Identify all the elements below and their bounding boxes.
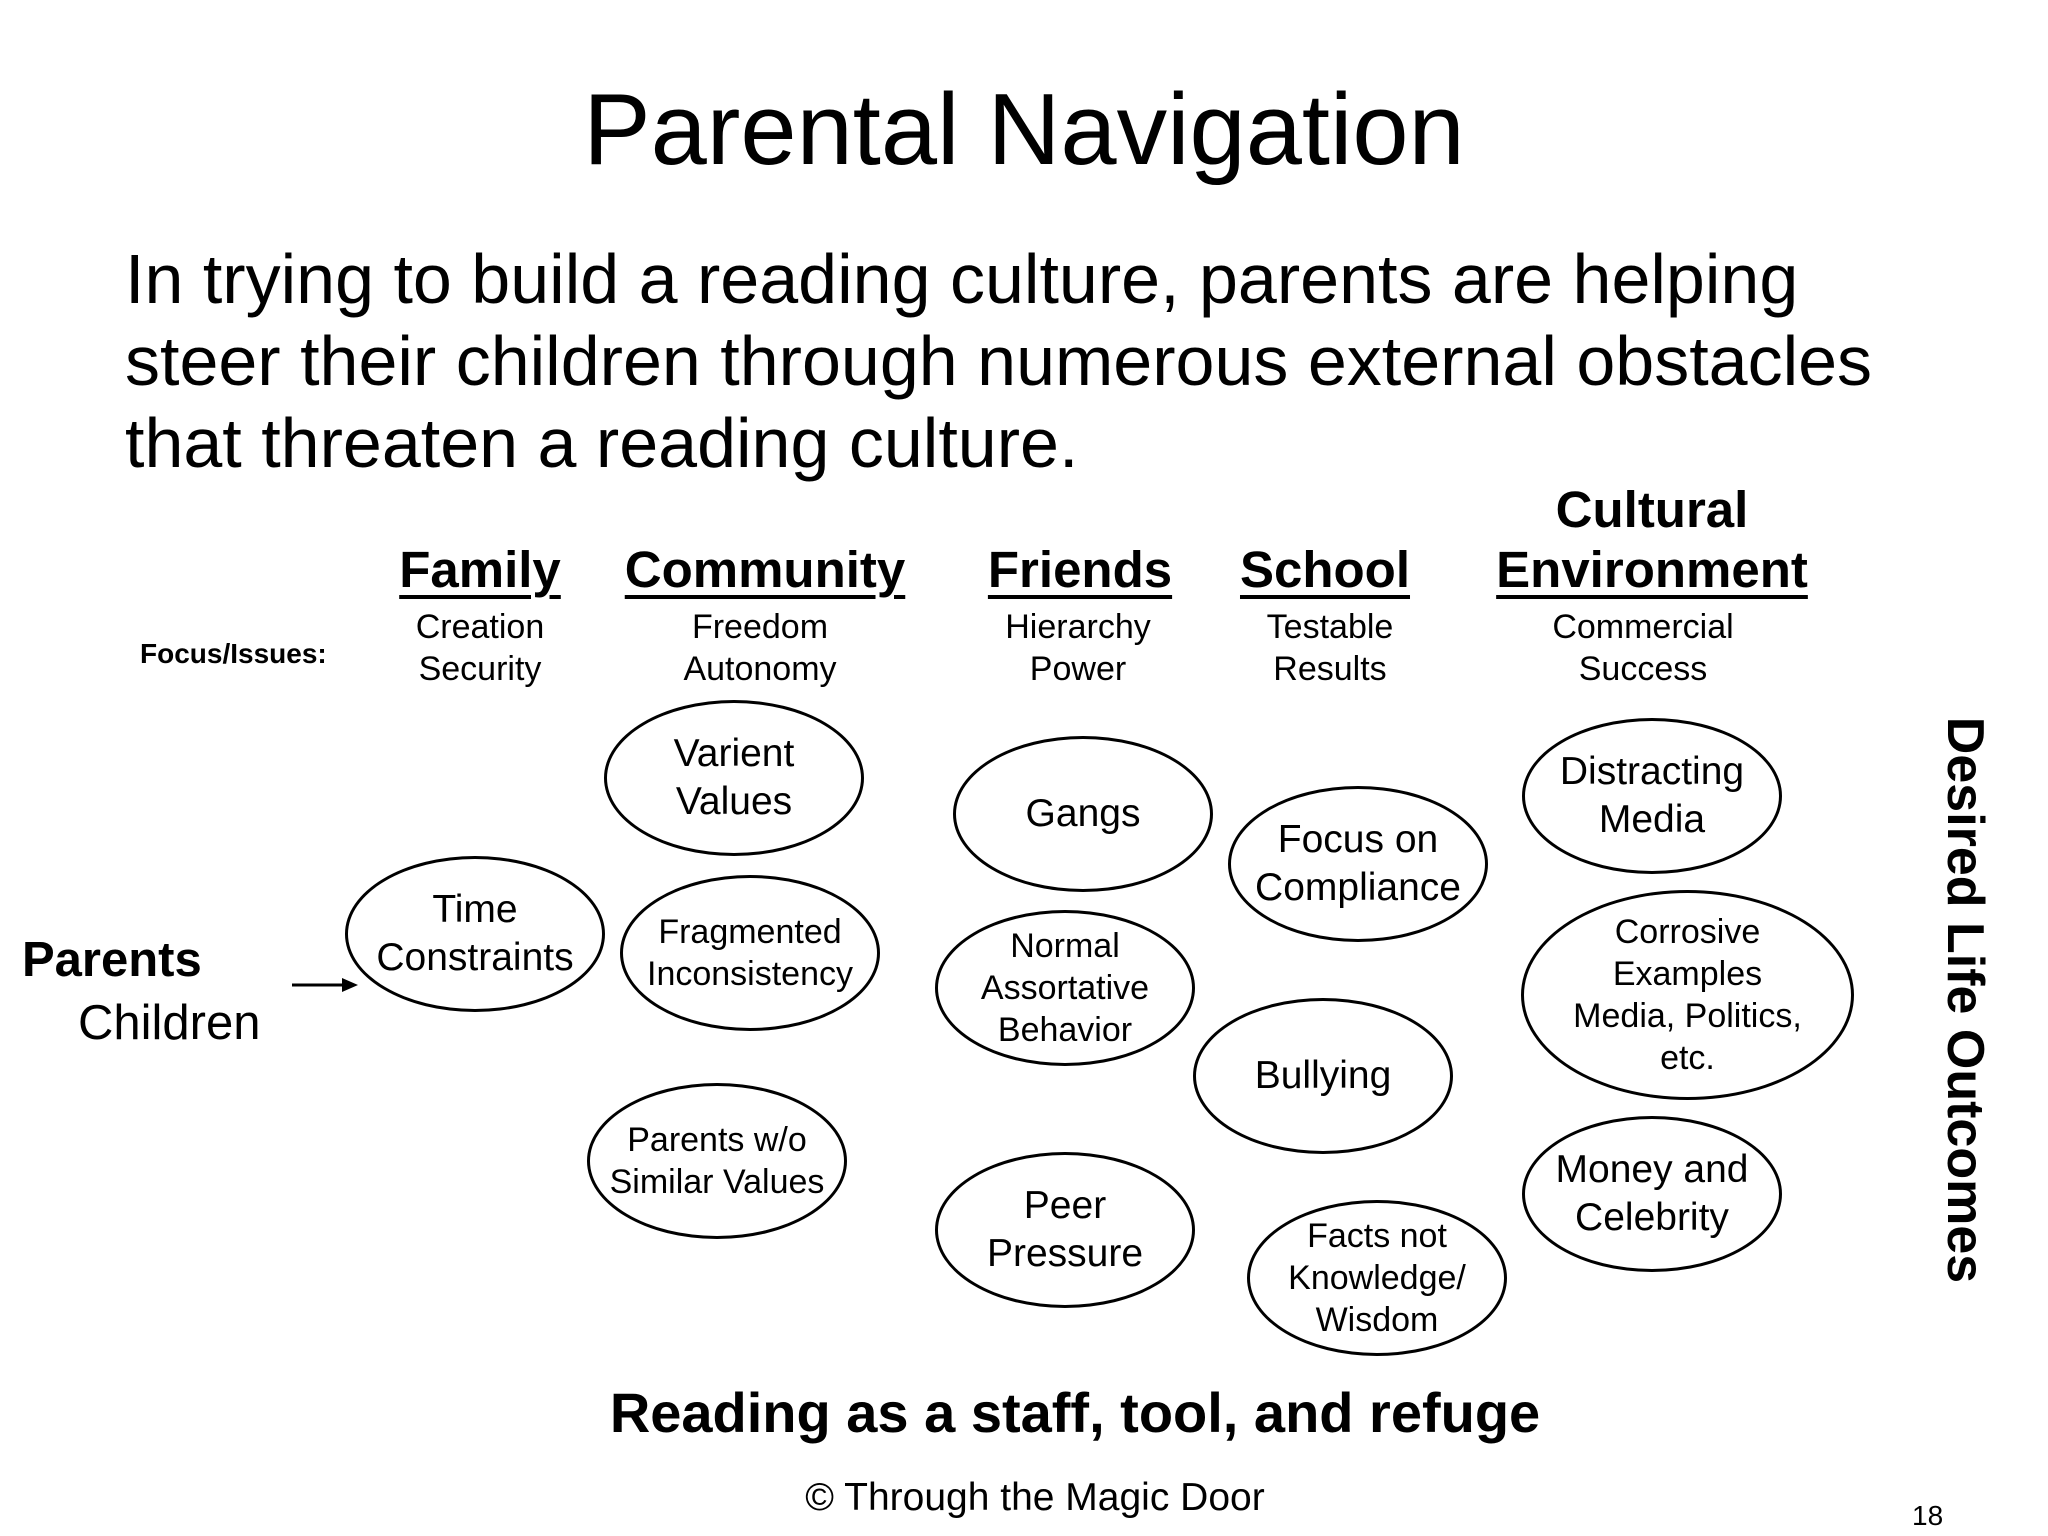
focus-school-2: Results <box>1273 650 1387 688</box>
intro-text: In trying to build a reading culture, parents are helping steer their children through numerous external obstacles that threaten a reading culture. <box>125 240 1873 482</box>
children-label: Children <box>78 996 261 1050</box>
focus-family-2: Security <box>418 650 542 688</box>
obstacle-facts-not-knowledge: Facts not Knowledge/ Wisdom <box>1247 1200 1507 1356</box>
obstacle-parents-without-similar-values: Parents w/o Similar Values <box>587 1083 847 1239</box>
obstacle-gangs: Gangs <box>953 736 1213 892</box>
slide-title: Parental Navigation <box>583 74 1465 186</box>
focus-community-1: Freedom <box>691 608 829 646</box>
page-number: 18 <box>1912 1500 1944 1531</box>
header-school: School <box>1239 541 1411 598</box>
parents-label: Parents <box>22 933 202 987</box>
obstacle-varient-values: Varient Values <box>604 700 864 856</box>
obstacle-fragmented-inconsistency: Fragmented Inconsistency <box>620 875 880 1031</box>
focus-family <box>416 606 545 690</box>
focus-friends <box>1005 606 1150 690</box>
desired-life-outcomes-label: Desired Life Outcomes <box>1936 716 1994 1284</box>
obstacle-peer-pressure: Peer Pressure <box>935 1152 1195 1308</box>
focus-community-2: Autonomy <box>683 650 837 688</box>
obstacle-time-constraints: Time Constraints <box>345 856 605 1012</box>
obstacle-money-and-celebrity: Money and Celebrity <box>1522 1116 1782 1272</box>
header-cultural: Cultural <box>1555 481 1749 538</box>
obstacle-distracting-media: Distracting Media <box>1522 718 1782 874</box>
focus-friends-2: Power <box>1029 650 1127 688</box>
diagram-caption: Reading as a staff, tool, and refuge <box>609 1381 1541 1444</box>
header-community: Community <box>624 541 906 598</box>
arrow-right-icon <box>290 970 360 1000</box>
focus-community <box>683 606 836 690</box>
copyright-text: © Through the Magic Door <box>805 1476 1265 1519</box>
focus-cultural <box>1552 606 1733 690</box>
obstacle-normal-assortative-behavior: Normal Assortative Behavior <box>935 910 1195 1066</box>
obstacle-bullying: Bullying <box>1193 998 1453 1154</box>
focus-cultural-2: Success <box>1578 650 1708 688</box>
header-family: Family <box>399 541 561 598</box>
focus-family-1: Creation <box>415 608 545 646</box>
obstacle-focus-on-compliance: Focus on Compliance <box>1228 786 1488 942</box>
focus-friends-1: Hierarchy <box>1005 608 1151 646</box>
focus-issues-label: Focus/Issues: <box>140 638 327 669</box>
focus-cultural-1: Commercial <box>1552 608 1734 646</box>
focus-school-1: Testable <box>1266 608 1394 646</box>
focus-school <box>1267 606 1394 690</box>
header-environment: Environment <box>1496 541 1808 598</box>
obstacle-corrosive-examples: Corrosive Examples Media, Politics, etc. <box>1521 890 1854 1100</box>
header-friends: Friends <box>987 541 1173 598</box>
